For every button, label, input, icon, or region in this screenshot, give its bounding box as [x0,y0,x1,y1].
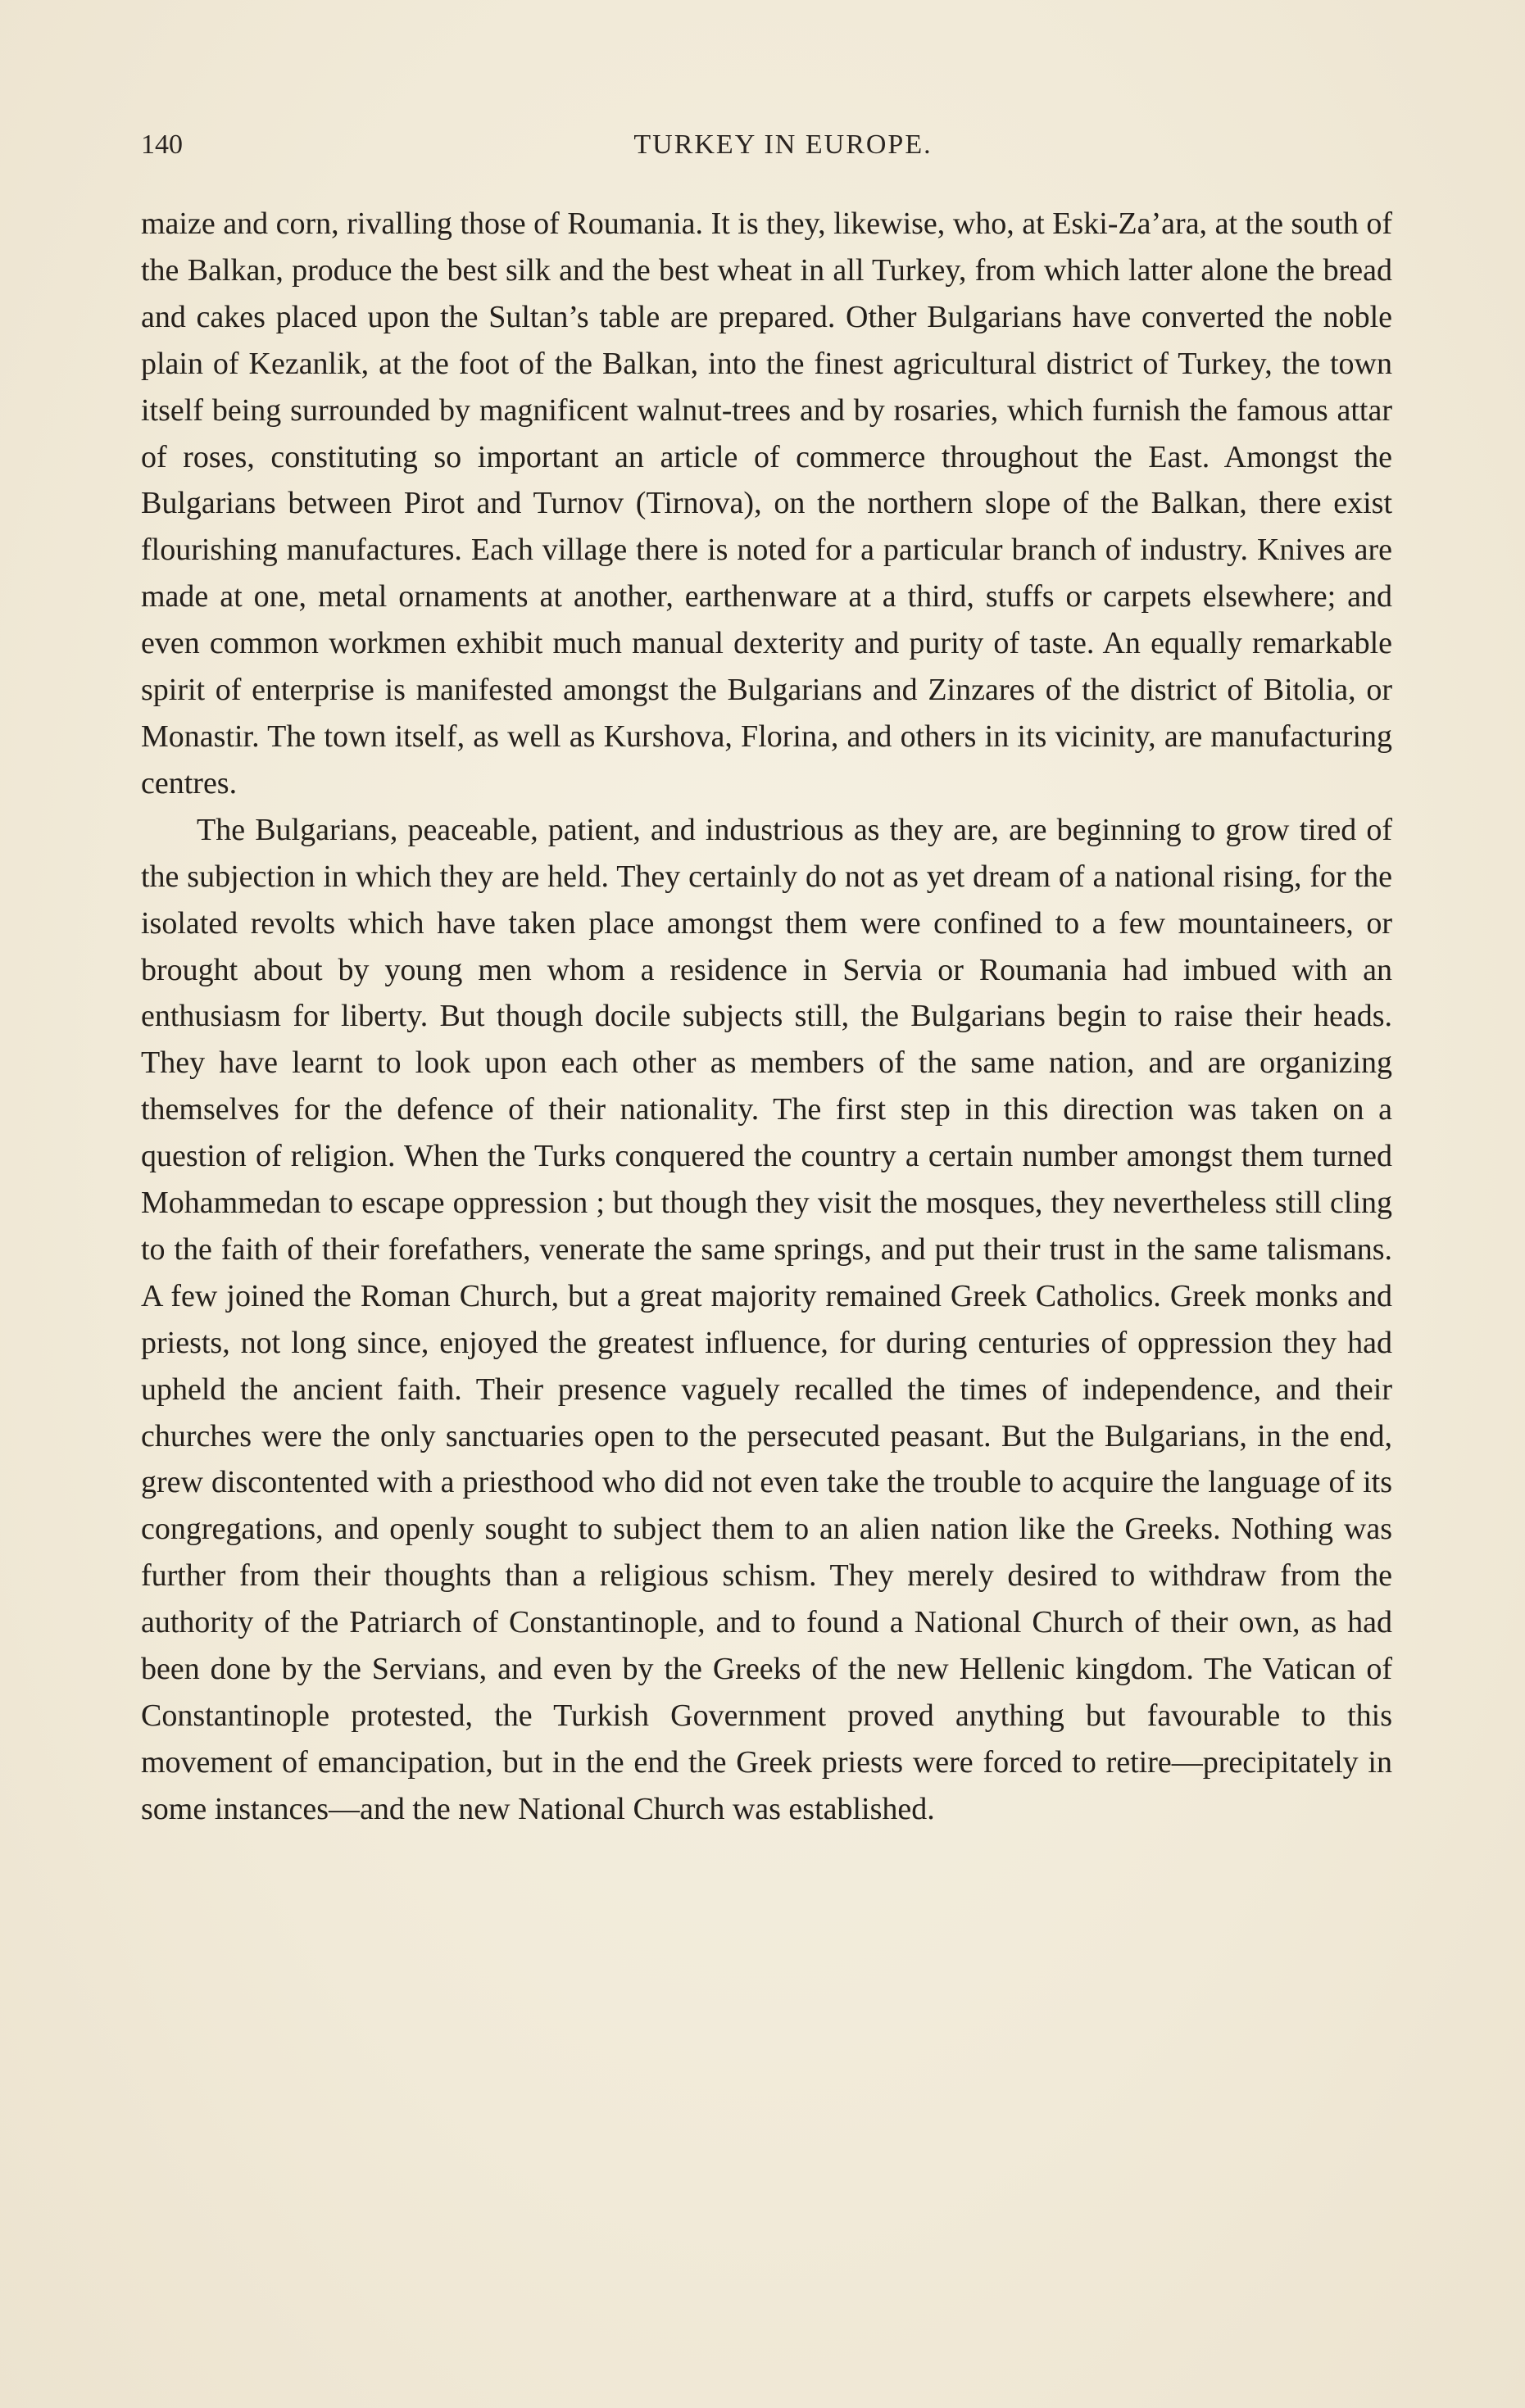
page-number: 140 [141,129,183,160]
paragraph-bulgarians: The Bulgarians, peaceable, patient, and industrious as they are, are beginning to grow tired of the subjection in which they are held. They certainly do not as yet dream of a national rising, for the isolated revolts which have taken place amongst them were confined to a few mountaineers, or brought about by young men whom a residence in Servia or Roumania had imbued with an enthusiasm for liberty. But though docile subjects still, the Bulgarians begin to raise their heads. They have learnt to look upon each other as members of the same nation, and are organizing themselves for the defence of their nationality. The first step in this direction was taken on a question of religion. When the Turks conquered the country a certain number amongst them turned Mohammedan to escape oppression ; but though they visit the mosques, they nevertheless still cling to the faith of their forefathers, venerate the same springs, and put their trust in the same talismans. A few joined the Roman Church, but a great majority remained Greek Catholics. Greek monks and priests, not long since, enjoyed the greatest influence, for during centuries of oppression they had upheld the ancient faith. Their presence vaguely recalled the times of independence, and their churches were the only sanctuaries open to the persecuted peasant. But the Bulgarians, in the end, grew discontented with a priesthood who did not even take the trouble to acquire the language of its congregations, and openly sought to subject them to an alien nation like the Greeks. Nothing was further from their thoughts than a religious schism. They merely desired to withdraw from the authority of the Patriarch of Constantinople, and to found a National Church of their own, as had been done by the Servians, and even by the Greeks of the new Hellenic kingdom. The Vatican of Constantinople protested, the Turkish Government proved anything but favourable to this movement of emancipation, but in the end the Greek priests were forced to retire—precipitately in some instances—and the new National Church was established. [141,812,1392,1826]
running-title: TURKEY IN EUROPE. [633,129,933,160]
paragraph-continued: maize and corn, rivalling those of Roumania. It is they, likewise, who, at Eski-Za’ara, at the south of the Balkan, produce the best silk and the best wheat in all Turkey, from which latter alone the bread and cakes placed upon the Sultan’s table are prepared. Other Bulgarians have converted the noble plain of Kezanlik, at the foot of the Balkan, into the finest agricultural district of Turkey, the town itself being surrounded by magnificent walnut-trees and by rosaries, which furnish the famous attar of roses, constituting so important an article of commerce throughout the East. Amongst the Bulgarians between Pirot and Turnov (Tirnova), on the northern slope of the Balkan, there exist flourishing manufactures. Each village there is noted for a particular branch of industry. Knives are made at one, metal ornaments at another, earthenware at a third, stuffs or carpets elsewhere; and even common workmen exhibit much manual dexterity and purity of taste. An equally remarkable spirit of enterprise is manifested amongst the Bulgarians and Zinzares of the district of Bitolia, or Monastir. The town itself, as well as Kurshova, Florina, and others in its vicinity, are manufacturing centres. [141,206,1392,800]
body-text [141,201,1392,1833]
running-head [141,129,1392,172]
